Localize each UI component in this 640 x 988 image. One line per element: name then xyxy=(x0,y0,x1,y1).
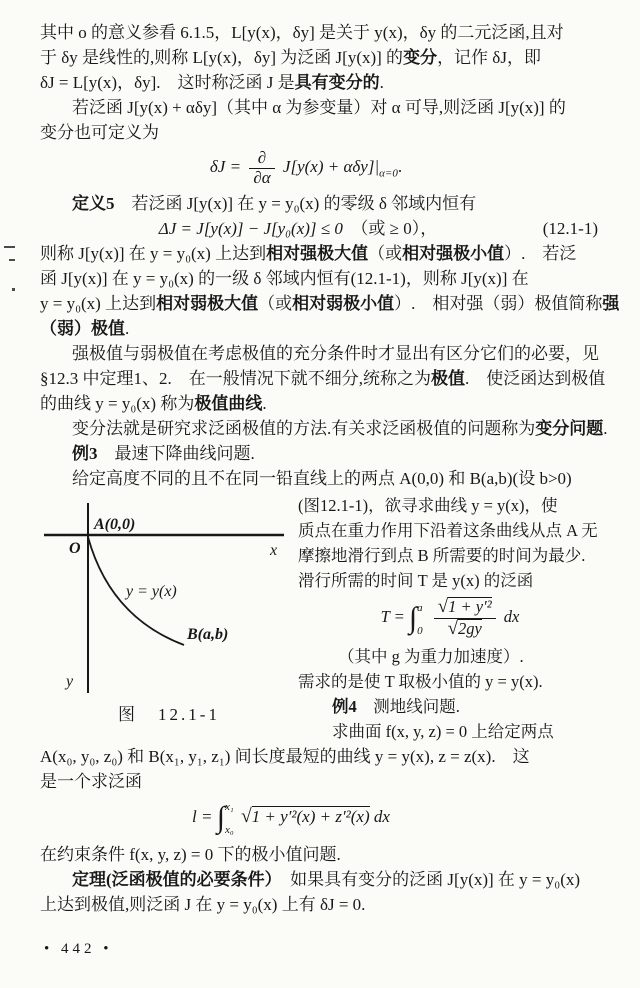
figure-canvas xyxy=(40,493,298,698)
text-line xyxy=(40,341,612,366)
radical-expression xyxy=(241,807,370,826)
example-heading: 例3 xyxy=(72,444,98,464)
radicand: 1 + y′² xyxy=(448,597,492,617)
text-line xyxy=(40,95,612,120)
fraction-numerator xyxy=(434,597,496,618)
formula-variation xyxy=(40,145,612,191)
body-text: 其中 o 的意义参看 6.1.5，L[y(x)，δy] 是关于 y(x)，δy 的二元泛函,且对 xyxy=(40,23,564,42)
equation-body: ΔJ = J[y(x)] − J[y₀(x)] ≤ 0 xyxy=(158,219,343,239)
body-text: 于 δy 是线性的,则称 L[y(x)，δy] 为泛函 J[y(x)] 的 xyxy=(40,48,404,67)
text-line xyxy=(40,744,612,769)
point-A-label: A(0,0) xyxy=(94,516,136,534)
figure-12-1-1 xyxy=(40,493,298,744)
text-line xyxy=(40,466,612,491)
body-text: §12.3 中定理1、2. 在一般情况下就不细分,统称之为 xyxy=(40,369,431,389)
formula-lhs: l = xyxy=(192,807,213,826)
emphasis: 相对强极小值 xyxy=(402,244,505,264)
point-B-label: B(a,b) xyxy=(187,626,229,644)
origin-label: O xyxy=(69,540,81,558)
formula-end: dx xyxy=(503,607,520,627)
formula-lhs: T = xyxy=(380,607,405,627)
emphasis: 极值曲线 xyxy=(194,394,263,414)
text-line xyxy=(298,568,612,593)
radical-sign: √ xyxy=(437,596,449,618)
emphasis: 相对弱极小值 xyxy=(292,294,395,314)
formula-subscript: α=0 xyxy=(379,167,398,180)
text-line xyxy=(40,769,612,794)
text-line xyxy=(40,291,620,316)
formula-arclength xyxy=(40,796,612,840)
fraction xyxy=(249,149,274,187)
body-text: δJ = L[y(x)，δy]. 这时称泛函 J 是 xyxy=(40,73,295,92)
scan-artifact xyxy=(12,288,15,291)
body-text: 的曲线 y = y₀(x) 称为 xyxy=(40,394,195,414)
integral-bounds xyxy=(417,601,423,637)
body-text: 需求的是使 T 取极小值的 y = y(x). xyxy=(298,672,543,692)
text-line xyxy=(298,719,612,744)
radical-sign: √ xyxy=(447,618,458,640)
body-text: . xyxy=(125,319,130,339)
text-line xyxy=(298,493,612,518)
emphasis: 强 xyxy=(602,294,620,314)
emphasis: 变分 xyxy=(403,48,438,67)
body-text: 在约束条件 f(x, y, z) = 0 下的极小值问题. xyxy=(40,845,341,865)
curve-label: y = y(x) xyxy=(126,583,177,601)
body-text: 是一个求泛函 xyxy=(40,772,142,792)
formula-end: dx xyxy=(373,807,390,826)
integral-lower: 0 xyxy=(417,624,423,637)
text-line xyxy=(298,694,612,719)
body-text: 函 J[y(x)] 在 y = y₀(x) 的一级 δ 邻域内恒有(12.1-1)，则称 J[y(x)] 在 xyxy=(40,269,529,289)
body-text: 若泛函 J[y(x)] 在 y = y₀(x) 的零级 δ 邻域内恒有 xyxy=(114,194,477,214)
equation-12-1-1 xyxy=(40,216,612,241)
text-line xyxy=(40,867,612,892)
body-text: 测地线问题. xyxy=(356,697,460,717)
body-text: （其中 g 为重力加速度）. xyxy=(338,647,524,667)
fraction xyxy=(434,597,496,640)
body-text: 求曲面 f(x, y, z) = 0 上给定两点 xyxy=(332,722,554,742)
radicand: 1 + y′²(x) + z′²(x) xyxy=(251,807,370,826)
emphasis: 相对强极大值 xyxy=(266,244,369,264)
body-text: 强极值与弱极值在考虑极值的充分条件时才显出有区分它们的必要，见 xyxy=(72,344,599,364)
text-line xyxy=(40,241,612,266)
body-text: 上达到极值,则泛函 J 在 y = y₀(x) 上有 δJ = 0. xyxy=(40,895,366,915)
text-line xyxy=(40,266,612,291)
equation-number: (12.1-1) xyxy=(542,219,598,239)
formula-end: . xyxy=(397,157,403,177)
emphasis: 相对弱极大值 xyxy=(156,294,259,314)
body-text: ）. 相对强（弱）极值简称 xyxy=(394,294,603,314)
body-text: A(x₀, y₀, z₀) 和 B(x₁, y₁, z₁) 间长度最短的曲线 y = y(x), z = z(x). 这 xyxy=(40,747,530,767)
integral-sign: ∫ xyxy=(216,801,225,835)
text-line xyxy=(40,20,612,45)
body-text: 滑行所需的时间 T 是 y(x) 的泛函 xyxy=(298,571,534,591)
body-text: 质点在重力作用下沿着这条曲线从点 A 无 xyxy=(298,521,598,541)
emphasis: （弱）极值 xyxy=(40,319,125,339)
emphasis: 具有变分的 xyxy=(294,73,380,92)
integral-lower: x₀ xyxy=(224,824,234,837)
body-text: (图12.1-1)，欲寻求曲线 y = y(x)，使 xyxy=(298,496,558,516)
scan-artifact xyxy=(4,246,15,248)
formula-T xyxy=(298,593,612,644)
scan-artifact xyxy=(9,259,15,261)
body-text: 若泛函 J[y(x) + αδy]（其中 α 为参变量）对 α 可导,则泛函 J[y(x)] 的 xyxy=(72,98,566,117)
text-line xyxy=(40,70,612,95)
body-text: 变分也可定义为 xyxy=(40,123,159,142)
fraction-denominator xyxy=(434,618,496,640)
text-line xyxy=(298,543,612,568)
text-line xyxy=(40,416,612,441)
example-heading: 例4 xyxy=(332,697,357,717)
body-text: . xyxy=(603,419,608,439)
text-line xyxy=(40,316,612,341)
radical-sign: √ xyxy=(240,806,252,827)
theorem-heading: 定理(泛函极值的必要条件） xyxy=(72,870,274,890)
text-line xyxy=(40,892,612,917)
integral-sign: ∫ xyxy=(408,601,418,635)
body-text: y = y₀(x) 上达到 xyxy=(40,294,157,314)
equation-note: （或 ≥ 0）， xyxy=(342,219,438,239)
text-line xyxy=(298,518,612,543)
body-text: 变分法就是研究求泛函极值的方法.有关求泛函极值的问题称为 xyxy=(72,419,536,439)
text-line xyxy=(298,669,612,694)
text-line xyxy=(40,191,612,216)
formula-body: J[y(x) + αδy]| xyxy=(282,157,380,177)
y-axis-label: y xyxy=(66,673,74,691)
figure-text-columns xyxy=(40,493,612,744)
figure-caption: 图 12.1-1 xyxy=(118,705,220,725)
body-text: 最速下降曲线问题. xyxy=(97,444,255,464)
emphasis: 极值 xyxy=(431,369,465,389)
fraction-denominator: ∂α xyxy=(249,168,274,188)
text-line xyxy=(40,391,612,416)
page-number: • 442 • xyxy=(44,941,113,958)
text-line xyxy=(40,366,612,391)
fraction-numerator: ∂ xyxy=(257,148,267,167)
text-line xyxy=(40,441,612,466)
body-text: 给定高度不同的且不在同一铅直线上的两点 A(0,0) 和 B(a,b)(设 b>0) xyxy=(72,469,572,489)
radicand: 2gy xyxy=(458,619,482,639)
text-line xyxy=(40,45,612,70)
body-text: ，记作 δJ，即 xyxy=(437,48,541,67)
text-line xyxy=(40,120,612,145)
formula-lhs: δJ = xyxy=(209,157,242,177)
text-line xyxy=(298,644,612,669)
body-text: （或 xyxy=(258,294,293,314)
body-text: （或 xyxy=(368,244,403,264)
right-text-column xyxy=(298,493,612,744)
body-text: . 使泛函达到极值 xyxy=(465,369,606,389)
emphasis: 变分问题 xyxy=(535,419,604,439)
body-text: 摩擦地滑行到点 B 所需要的时间为最少. xyxy=(298,546,586,566)
x-axis-label: x xyxy=(270,542,278,560)
body-text: ）. 若泛 xyxy=(504,244,577,264)
text-line xyxy=(40,842,612,867)
body-text: . xyxy=(262,394,267,414)
definition-heading: 定义5 xyxy=(72,194,115,214)
body-text: 则称 J[y(x)] 在 y = y₀(x) 上达到 xyxy=(40,244,267,264)
integral-upper: a xyxy=(417,601,423,614)
integral-upper: x₁ xyxy=(224,801,234,814)
body-text: 如果具有变分的泛函 J[y(x)] 在 y = y₀(x) xyxy=(273,870,581,890)
integral-bounds xyxy=(225,800,234,836)
body-text: . xyxy=(379,73,384,92)
